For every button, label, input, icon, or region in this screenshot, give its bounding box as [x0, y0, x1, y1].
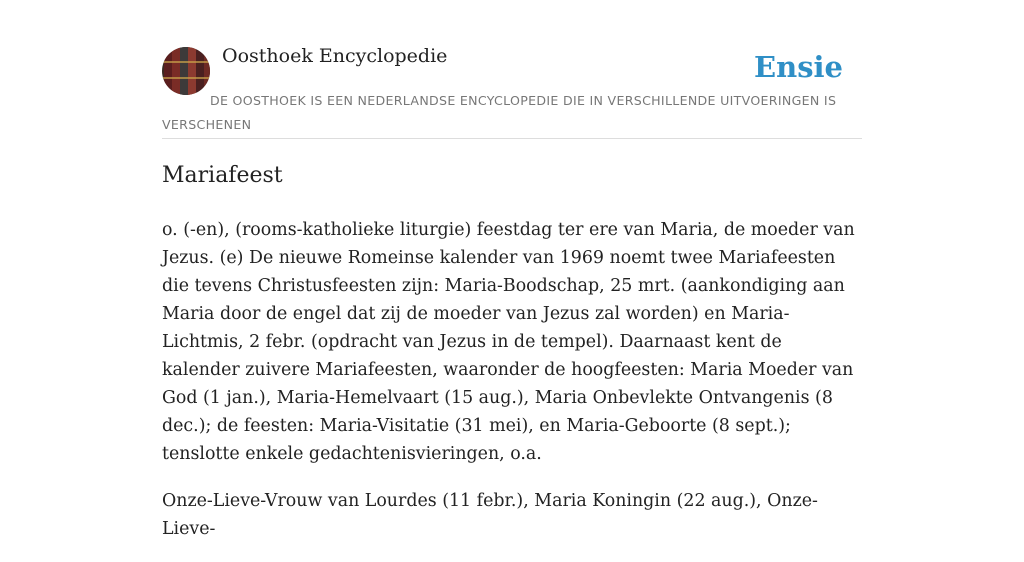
article-body	[162, 216, 862, 562]
site-tagline: DE OOSTHOEK IS EEN NEDERLANDSE ENCYCLOPEDIE DIE IN VERSCHILLENDE UITVOERINGEN IS VERSCHENEN	[162, 93, 837, 132]
ensie-logo-link[interactable]: Ensie	[754, 50, 843, 84]
encyclopedia-books-icon[interactable]	[162, 47, 210, 95]
article-paragraph: Onze-Lieve-Vrouw van Lourdes (11 febr.), Maria Koningin (22 aug.), Onze-Lieve-	[162, 491, 818, 539]
header-divider	[162, 138, 862, 139]
article-paragraph: o. (-en), (rooms-katholieke liturgie) feestdag ter ere van Maria, de moeder van Jezus. (e) De nieuwe Romeinse kalender van 1969 noemt twee Mariafeesten die tevens Christusfeesten zijn: Maria-Boodschap, 25 mrt. (aankondiging aan Maria door de engel dat zij de moeder van Jezus zal worden) en Maria-Lichtmis, 2 febr. (opdracht van Jezus in de tempel). Daarnaast kent de kalender zuivere Mariafeesten, waaronder de hoogfeesten: Maria Moeder van God (1 jan.), Maria-Hemelvaart (15 aug.), Maria Onbevlekte Ontvangenis (8 dec.); de feesten: Maria-Visitatie (31 mei), en Maria-Geboorte (8 sept.); tenslotte enkele gedachtenisvieringen, o.a.	[162, 220, 855, 464]
site-name-link[interactable]: Oosthoek Encyclopedie	[222, 45, 448, 67]
article-title: Mariafeest	[162, 163, 283, 188]
